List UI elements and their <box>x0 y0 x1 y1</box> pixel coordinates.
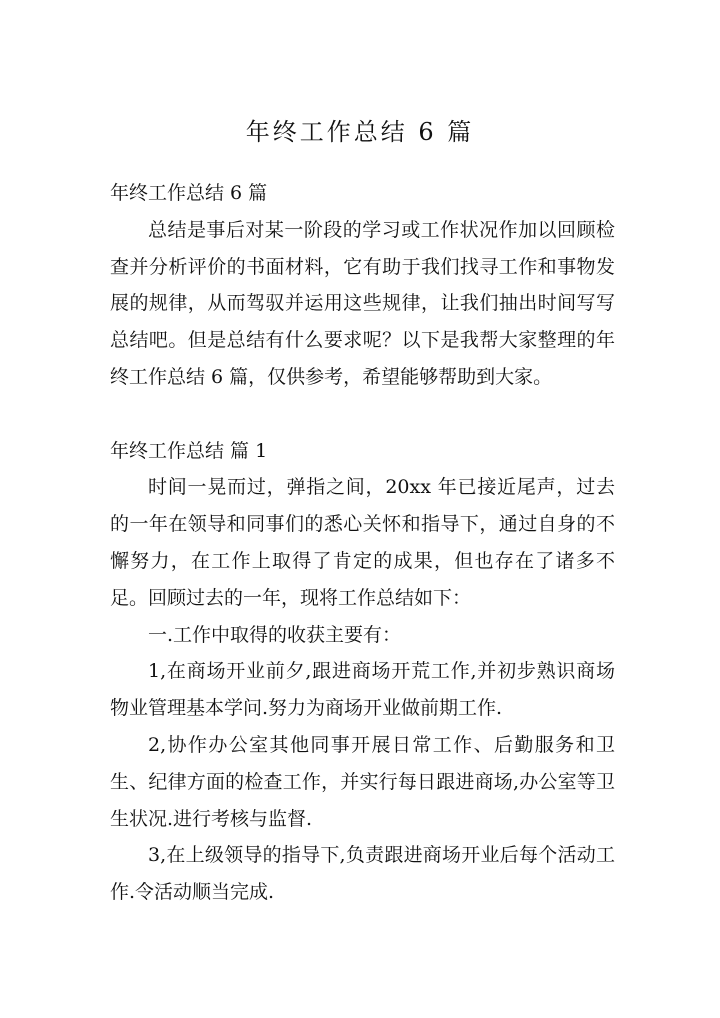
paragraph-gap <box>110 396 615 433</box>
section-heading: 年终工作总结 篇 1 <box>110 439 268 462</box>
list-item: 3,在上级领导的指导下,负责跟进商场开业后每个活动工作.令活动顺当完成. <box>110 844 615 904</box>
document-title: 年终工作总结 6 篇 <box>245 118 475 146</box>
document-body <box>110 175 615 911</box>
section-paragraph: 时间一晃而过，弹指之间，20xx 年已接近尾声，过去的一年在领导和同事们的悉心关怀和指导下，通过自身的不懈努力，在工作上取得了肯定的成果，但也存在了诸多不足。回顾过去的一年，现将工作总结如下： <box>110 476 615 609</box>
list-item: 2,协作办公室其他同事开展日常工作、后勤服务和卫生、纪律方面的检查工作，并实行每日跟进商场,办公室等卫生状况.进行考核与监督. <box>110 733 615 830</box>
document-subtitle: 年终工作总结 6 篇 <box>110 182 268 204</box>
list-heading: 一.工作中取得的收获主要有： <box>148 623 402 646</box>
list-item: 1,在商场开业前夕,跟进商场开荒工作,并初步熟识商场物业管理基本学问.努力为商场开业做前期工作. <box>110 660 615 720</box>
intro-paragraph: 总结是事后对某一阶段的学习或工作状况作加以回顾检查并分析评价的书面材料，它有助于我们找寻工作和事物发展的规律，从而驾驭并运用这些规律，让我们抽出时间写写总结吧。但是总结有什么要求呢？以下是我帮大家整理的年终工作总结 6 篇，仅供参考，希望能够帮助到大家。 <box>110 218 615 388</box>
